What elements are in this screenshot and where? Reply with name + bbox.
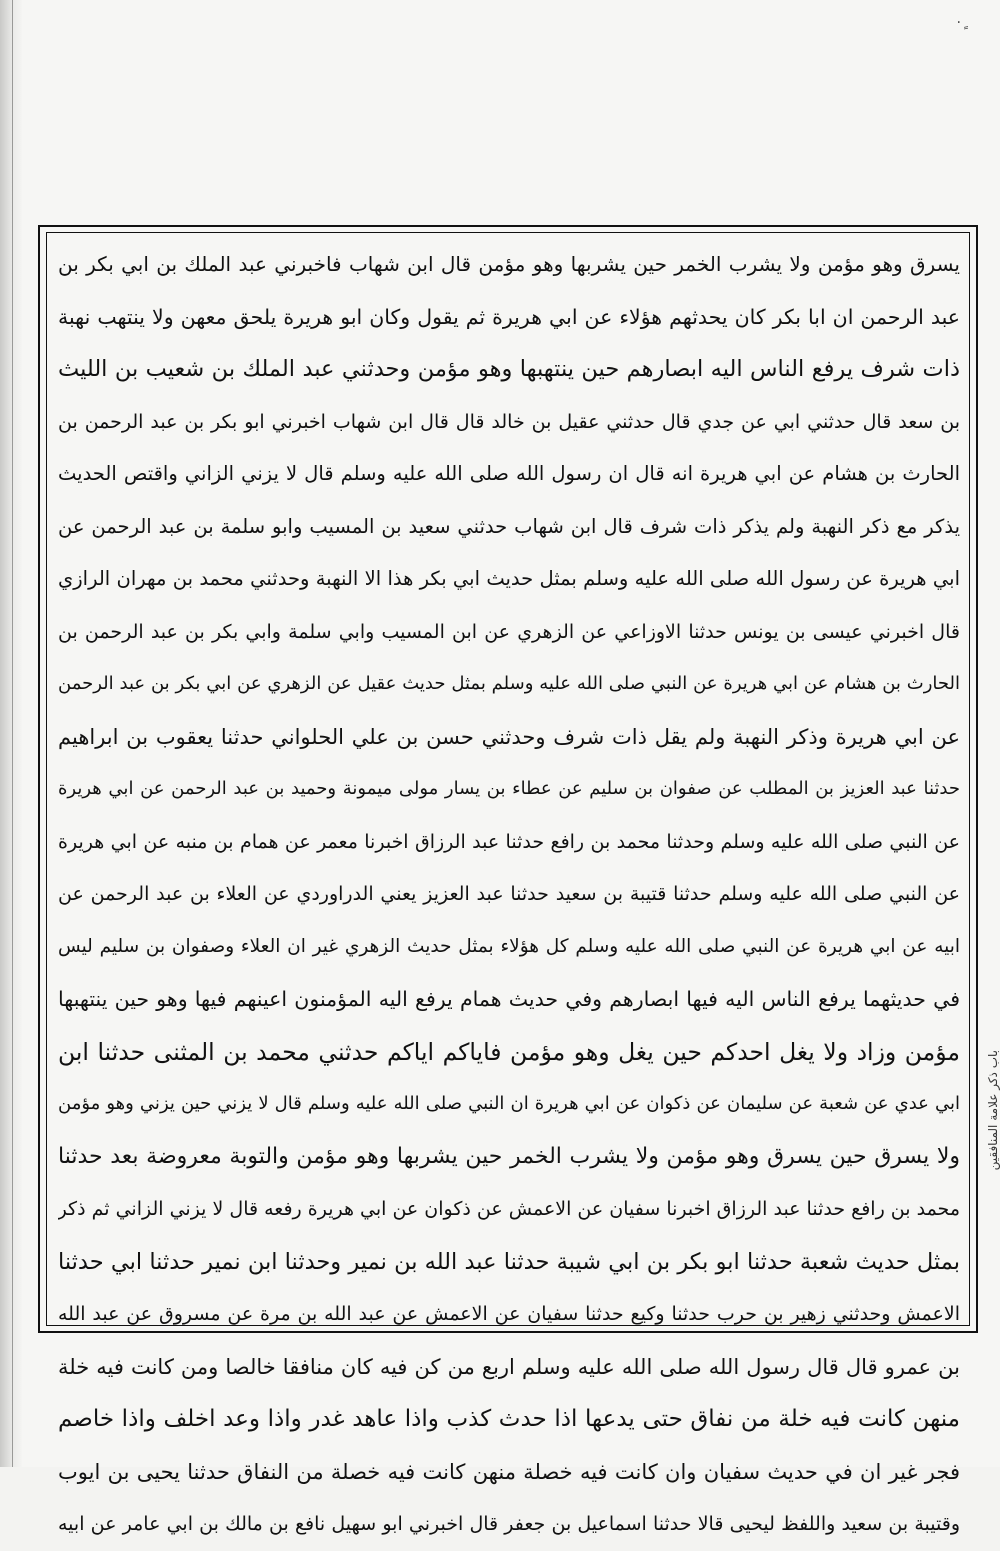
text-line: قال اخبرني عيسى بن يونس حدثنا الاوزاعي عن الزهري عن ابن المسيب وابي سلمة وابي بكر بن عبد الرحمن بن <box>58 620 960 643</box>
text-line: الاعمش وحدثني زهير بن حرب حدثنا وكيع حدثنا سفيان عن الاعمش عن عبد الله بن مرة عن مسروق عن عبد الله <box>58 1303 960 1325</box>
text-line: ابيه عن ابي هريرة عن النبي صلى الله عليه وسلم كل هؤلاء بمثل حديث الزهري غير ان العلاء وصفوان بن سليم ليس <box>58 935 960 957</box>
text-line: عبد الرحمن ان ابا بكر كان يحدثهم هؤلاء عن ابي هريرة ثم يقول وكان ابو هريرة يلحق معهن ولا ينتهب نهبة <box>58 304 960 329</box>
text-line: عن النبي صلى الله عليه وسلم حدثنا قتيبة بن سعيد حدثنا عبد العزيز يعني الدراوردي عن العلاء بن عبد الرحمن عن <box>58 883 960 905</box>
text-line: ولا يسرق حين يسرق وهو مؤمن ولا يشرب الخمر حين يشربها وهو مؤمن والتوبة معروضة بعد حدثنا <box>58 1143 960 1169</box>
margin-note-text: باب ذكر علامة المنافقين <box>986 1050 1000 1171</box>
text-line: وقتيبة بن سعيد واللفظ ليحيى قالا حدثنا اسماعيل بن جعفر قال اخبرني ابو سهيل نافع بن مالك بن ابي عامر عن ابيه <box>58 1513 960 1535</box>
text-line: حدثنا عبد العزيز بن المطلب عن صفوان بن سليم عن عطاء بن يسار مولى ميمونة وحميد بن عبد الرحمن عن ابي هريرة <box>58 778 960 799</box>
binding-gutter <box>0 0 22 1467</box>
text-line: يسرق وهو مؤمن ولا يشرب الخمر حين يشربها وهو مؤمن قال ابن شهاب فاخبرني عبد الملك بن ابي بكر بن <box>58 252 960 276</box>
text-line: ابي هريرة عن رسول الله صلى الله عليه وسلم بمثل حديث ابي بكر هذا الا النهبة وحدثني محمد بن مهران الرازي <box>58 567 960 590</box>
text-line: محمد بن رافع حدثنا عبد الرزاق اخبرنا سفيان عن الاعمش عن ذكوان عن ابي هريرة رفعه قال لا يزني الزاني ثم ذكر <box>58 1198 960 1220</box>
text-line: الحارث بن هشام عن ابي هريرة انه قال ان رسول الله صلى الله عليه وسلم قال لا يزني الزاني واقتص الحديث <box>58 462 960 485</box>
text-line: بن سعد قال حدثني ابي عن جدي قال حدثني عقيل بن خالد قال قال ابن شهاب اخبرني ابو بكر بن عبد الرحمن بن <box>58 410 960 433</box>
text-line: منهن كانت فيه خلة من نفاق حتى يدعها اذا حدث كذب واذا عاهد غدر واذا وعد اخلف واذا خاصم <box>58 1406 960 1432</box>
margin-note <box>986 1050 1000 1280</box>
text-line: فجر غير ان في حديث سفيان وان كانت فيه خصلة منهن كانت فيه خصلة من النفاق حدثنا يحيى بن ايوب <box>58 1459 960 1484</box>
text-line: مؤمن وزاد ولا يغل احدكم حين يغل وهو مؤمن فاياكم اياكم حدثني محمد بن المثنى حدثنا ابن <box>58 1037 960 1066</box>
text-line: بن عمرو قال قال رسول الله صلى الله عليه وسلم اربع من كن فيه كان منافقا خالصا ومن كانت فيه خلة <box>58 1354 960 1379</box>
text-line: الحارث بن هشام عن ابي هريرة عن النبي صلى الله عليه وسلم بمثل حديث عقيل عن الزهري عن ابي بكر بن عبد الرحمن <box>58 673 960 694</box>
text-line: ذات شرف يرفع الناس اليه ابصارهم حين ينتهبها وهو مؤمن وحدثني عبد الملك بن شعيب بن الليث <box>58 356 960 382</box>
text-line: يذكر مع ذكر النهبة ولم يذكر ذات شرف قال ابن شهاب حدثني سعيد بن المسيب وابو سلمة بن عبد الرحمن عن <box>58 514 960 538</box>
text-line: في حديثهما يرفع الناس اليه فيها ابصارهم وفي حديث همام يرفع اليه المؤمنون اعينهم فيها وهو حين ينتهبها <box>58 987 960 1011</box>
text-line: عن النبي صلى الله عليه وسلم وحدثنا محمد بن رافع حدثنا عبد الرزاق اخبرنا معمر عن همام بن منبه عن ابي هريرة <box>58 830 960 853</box>
gutter-line <box>12 0 13 1467</box>
text-line: عن ابي هريرة وذكر النهبة ولم يقل ذات شرف وحدثني حسن بن علي الحلواني حدثنا يعقوب بن ابراهيم <box>58 724 960 749</box>
corner-mark: ٠ٍ <box>955 14 963 30</box>
text-line: ابي عدي عن شعبة عن سليمان عن ذكوان عن ابي هريرة ان النبي صلى الله عليه وسلم قال لا يزني حين يزني وهو مؤمن <box>58 1093 960 1114</box>
text-line: بمثل حديث شعبة حدثنا ابو بكر بن ابي شيبة حدثنا عبد الله بن نمير وحدثنا ابن نمير حدثنا ابي حدثنا <box>58 1248 960 1275</box>
manuscript-text-block <box>58 238 960 1535</box>
